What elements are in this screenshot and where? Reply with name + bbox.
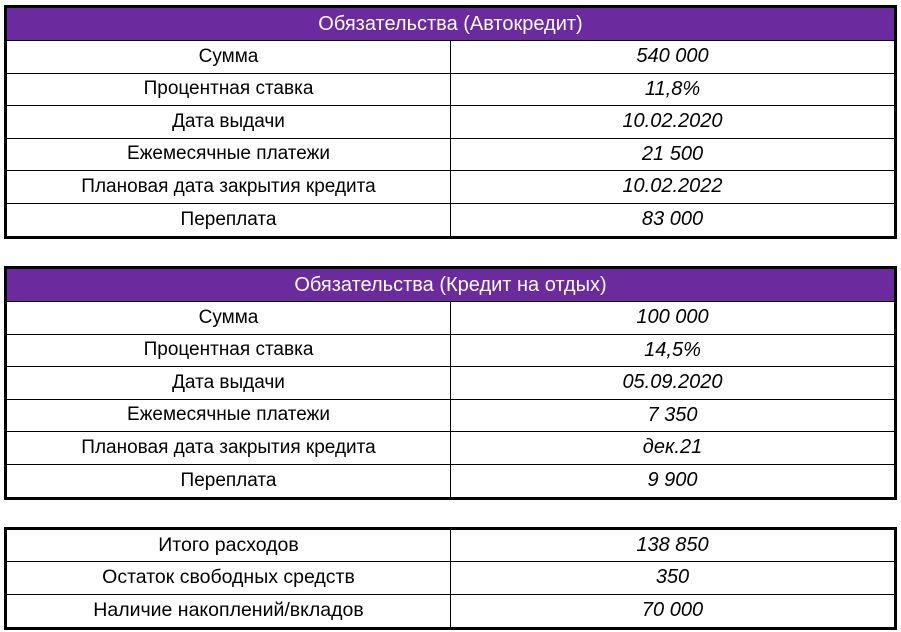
vacation-loan-table	[4, 266, 897, 500]
row-label: Сумма	[7, 41, 451, 73]
table-row	[7, 335, 894, 368]
table-row	[7, 139, 894, 172]
table-row	[7, 204, 894, 237]
table-row	[7, 367, 894, 400]
row-value: 70 000	[641, 599, 704, 622]
row-value: 83 000	[641, 208, 704, 231]
row-value: 138 850	[636, 534, 709, 557]
table-row	[7, 432, 894, 465]
auto-loan-table	[4, 5, 897, 239]
table-row	[7, 562, 894, 594]
row-label: Переплата	[7, 465, 451, 498]
table-row	[7, 595, 894, 627]
summary-table	[4, 527, 897, 630]
row-label: Ежемесячные платежи	[7, 139, 451, 171]
table-row	[7, 465, 894, 498]
table-row	[7, 106, 894, 139]
row-value: 100 000	[636, 306, 709, 329]
table-row	[7, 41, 894, 74]
row-label: Дата выдачи	[7, 367, 451, 399]
table-row	[7, 400, 894, 433]
row-label: Процентная ставка	[7, 74, 451, 106]
row-value: 540 000	[636, 45, 709, 68]
row-label: Переплата	[7, 204, 451, 237]
row-value: 21 500	[641, 142, 704, 165]
table-row	[7, 74, 894, 107]
row-value: 9 900	[647, 469, 698, 492]
auto-loan-table-header: Обязательства (Автокредит)	[7, 8, 894, 41]
row-label: Итого расходов	[7, 530, 451, 561]
row-label: Остаток свободных средств	[7, 562, 451, 593]
row-label: Ежемесячные платежи	[7, 400, 451, 432]
table-row	[7, 302, 894, 335]
row-value: дек.21	[642, 436, 703, 459]
row-value: 10.02.2022	[622, 175, 723, 198]
row-value: 14,5%	[644, 338, 701, 361]
row-value: 11,8%	[644, 77, 701, 100]
table-row	[7, 530, 894, 562]
row-value: 7 350	[647, 403, 698, 426]
row-label: Плановая дата закрытия кредита	[7, 432, 451, 464]
row-value: 350	[655, 566, 690, 589]
vacation-loan-table-header: Обязательства (Кредит на отдых)	[7, 269, 894, 302]
row-label: Наличие накоплений/вкладов	[7, 595, 451, 627]
row-label: Сумма	[7, 302, 451, 334]
row-label: Дата выдачи	[7, 106, 451, 138]
row-label: Плановая дата закрытия кредита	[7, 171, 451, 203]
row-value: 10.02.2020	[622, 110, 723, 133]
row-value: 05.09.2020	[622, 371, 723, 394]
table-row	[7, 171, 894, 204]
row-label: Процентная ставка	[7, 335, 451, 367]
